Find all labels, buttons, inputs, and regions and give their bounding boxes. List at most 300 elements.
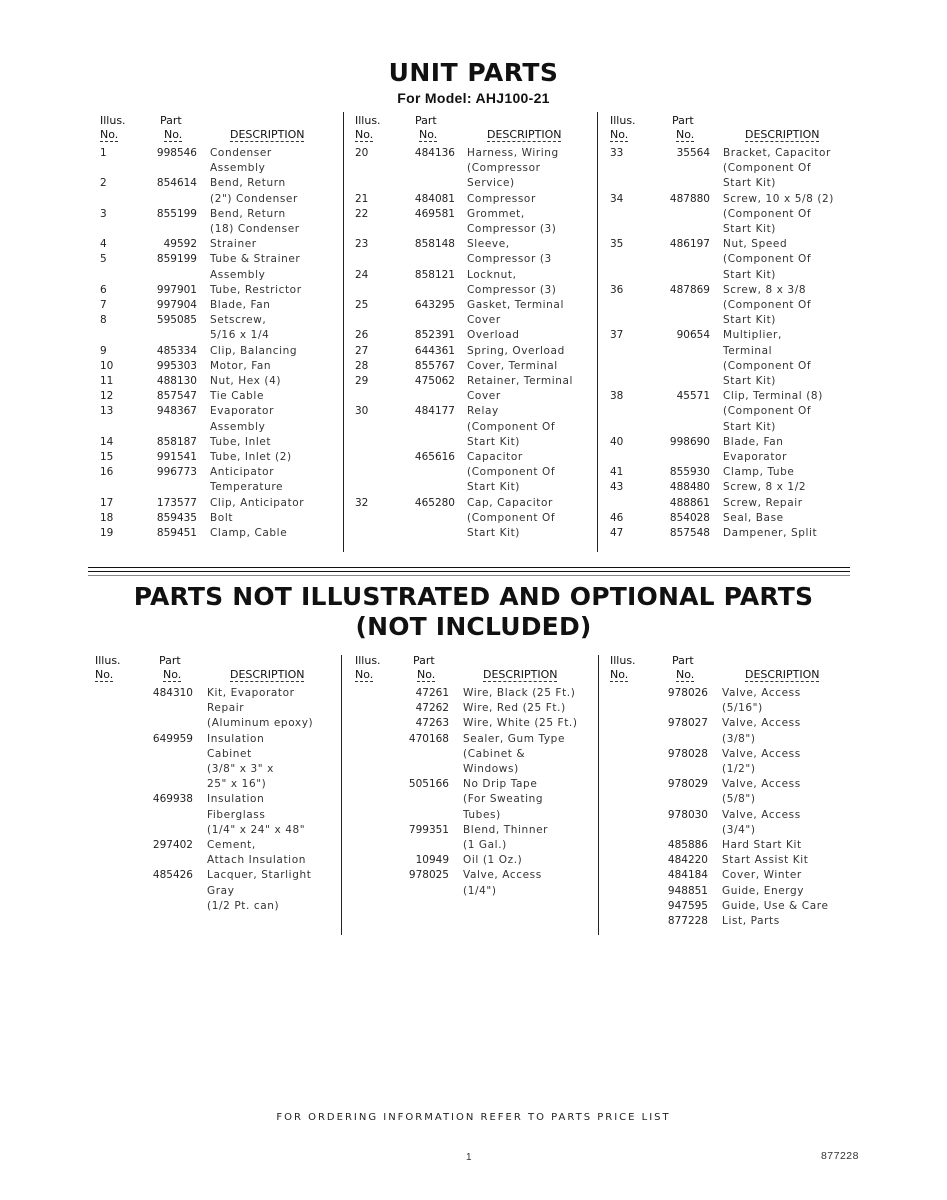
unit_parts.col2-row <box>355 207 585 237</box>
description-line: (Component Of <box>723 405 812 418</box>
unit_parts.col3-row <box>610 480 845 495</box>
part-description <box>210 404 325 434</box>
illus-number: 14 <box>100 435 114 448</box>
description-line: Setscrew, <box>210 314 267 327</box>
part-number: 854028 <box>669 511 710 524</box>
part-number: 595085 <box>156 314 197 327</box>
illus-number: 17 <box>100 496 114 509</box>
description-line: Clip, Terminal (8) <box>723 390 823 403</box>
unit_parts.col2-row <box>355 298 585 328</box>
description-line: (1/4" x 24" x 48" <box>207 823 306 836</box>
description-line: Assembly <box>210 162 266 175</box>
part-number: 855767 <box>414 359 455 372</box>
unit_parts.col3-row <box>610 237 845 283</box>
description-line: (Aluminum epoxy) <box>207 717 314 730</box>
description-line: Service) <box>467 177 515 190</box>
part-description <box>210 496 325 511</box>
description-line: Cement, <box>207 839 256 852</box>
part-number: 486197 <box>669 238 710 251</box>
part-number: 978029 <box>667 778 708 791</box>
unit_parts.col3-row <box>610 526 845 541</box>
column-header <box>610 654 850 686</box>
part-description <box>723 283 845 329</box>
column-divider <box>598 655 599 935</box>
illus-number: 5 <box>100 253 107 266</box>
header-label: No. <box>676 668 695 681</box>
description-line: (1/4") <box>463 884 497 897</box>
description-line: Valve, Access <box>722 717 801 730</box>
part-number: 978030 <box>667 808 708 821</box>
page-title: UNIT PARTS <box>388 58 559 87</box>
unit_parts.col1-row <box>100 526 325 541</box>
description-line: Dampener, Split <box>723 527 818 540</box>
part-description <box>467 359 585 374</box>
header-label: DESCRIPTION <box>745 128 820 141</box>
illus-number: 18 <box>100 511 114 524</box>
description-line: Wire, Red (25 Ft.) <box>463 702 566 715</box>
description-line: Gray <box>207 884 235 897</box>
illus-number: 33 <box>610 147 624 159</box>
illus-number: 21 <box>355 192 369 205</box>
illus-number: 26 <box>355 329 369 342</box>
part-number: 173577 <box>156 496 197 509</box>
unit_parts.col2-row <box>355 404 585 450</box>
part-number: 465280 <box>414 496 455 509</box>
illus-number: 25 <box>355 299 369 312</box>
description-line: (Component Of <box>723 299 812 312</box>
part-description <box>723 511 845 526</box>
column-divider <box>341 655 342 935</box>
description-line: (Component Of <box>467 420 556 433</box>
section-divider <box>88 575 850 576</box>
description-line: Screw, 8 x 1/2 <box>723 481 807 494</box>
optional_parts.col1-row <box>95 686 335 732</box>
optional_parts.col1-row <box>95 732 335 793</box>
optional-parts-column-2 <box>355 654 590 899</box>
part-number: 469581 <box>414 207 455 220</box>
description-line: Temperature <box>210 481 284 494</box>
unit_parts.col1-row <box>100 435 325 450</box>
illus-number: 19 <box>100 527 114 540</box>
part-number: 991541 <box>156 451 197 464</box>
description-line: Valve, Access <box>463 869 542 882</box>
description-line: Cap, Capacitor <box>467 496 553 509</box>
part-description <box>210 283 325 298</box>
part-number: 485426 <box>152 869 193 882</box>
part-description <box>210 526 325 541</box>
header-label: DESCRIPTION <box>487 128 562 141</box>
page-number: 1 <box>466 1152 472 1163</box>
part-description <box>463 701 590 716</box>
part-description <box>210 389 325 404</box>
column-divider <box>343 112 344 552</box>
illus-number: 12 <box>100 390 114 403</box>
description-line: Start Kit) <box>723 223 777 236</box>
unit_parts.col1-row <box>100 450 325 465</box>
description-line: (5/16") <box>722 702 763 715</box>
unit-parts-column-3 <box>610 114 845 541</box>
unit_parts.col2-row <box>355 146 585 192</box>
description-line: (Component Of <box>723 359 812 372</box>
unit_parts.col1-row <box>100 389 325 404</box>
description-line: Blend, Thinner <box>463 823 549 836</box>
description-line: Capacitor <box>467 451 523 464</box>
illus-number: 16 <box>100 466 114 479</box>
unit_parts.col1-row <box>100 465 325 495</box>
part-number: 297402 <box>152 839 193 852</box>
optional_parts.col2-row <box>355 868 590 898</box>
illus-number: 22 <box>355 207 369 220</box>
description-line: Spring, Overload <box>467 344 565 357</box>
part-number: 855199 <box>156 207 197 220</box>
unit_parts.col1-row <box>100 511 325 526</box>
description-line: (2") Condenser <box>210 192 298 205</box>
optional_parts.col2-row <box>355 732 590 778</box>
part-number: 10949 <box>415 854 449 867</box>
optional_parts.col3-row <box>610 853 850 868</box>
part-number: 978026 <box>667 687 708 699</box>
part-description <box>210 450 325 465</box>
part-number: 644361 <box>414 344 455 357</box>
header-label: DESCRIPTION <box>230 128 305 141</box>
part-description <box>210 465 325 495</box>
optional_parts.col1-row <box>95 868 335 914</box>
description-line: Nut, Speed <box>723 238 788 251</box>
unit_parts.col1-row <box>100 374 325 389</box>
unit_parts.col2-row <box>355 268 585 298</box>
illus-number: 30 <box>355 405 369 418</box>
description-line: Valve, Access <box>722 747 801 760</box>
part-number: 799351 <box>408 823 449 836</box>
part-number: 947595 <box>667 899 708 912</box>
unit_parts.col3-row <box>610 283 845 329</box>
part-description <box>207 792 335 838</box>
description-line: Anticipator <box>210 466 275 479</box>
part-description <box>467 374 585 404</box>
part-number: 484136 <box>414 147 455 159</box>
description-line: Relay <box>467 405 499 418</box>
unit_parts.col3-row <box>610 465 845 480</box>
illus-number: 2 <box>100 177 107 190</box>
part-description <box>723 146 845 192</box>
description-line: Cover, Terminal <box>467 359 558 372</box>
header-label: DESCRIPTION <box>483 668 558 681</box>
part-description <box>207 838 335 868</box>
description-line: Nut, Hex (4) <box>210 375 282 388</box>
description-line: Valve, Access <box>722 808 801 821</box>
description-line: Cabinet <box>207 747 252 760</box>
unit_parts.col3-row <box>610 496 845 511</box>
description-line: Assembly <box>210 268 266 281</box>
part-number: 877228 <box>667 915 708 928</box>
unit_parts.col2-row <box>355 359 585 374</box>
description-line: Wire, White (25 Ft.) <box>463 717 578 730</box>
part-description <box>210 237 325 252</box>
section-divider <box>88 571 850 572</box>
document-number: 877228 <box>820 1150 859 1162</box>
part-description <box>722 777 850 807</box>
column-header <box>355 654 590 686</box>
section-divider <box>88 567 850 568</box>
part-description <box>463 853 590 868</box>
illus-number: 29 <box>355 375 369 388</box>
part-description <box>467 298 585 328</box>
description-line: Tube, Inlet <box>210 435 272 448</box>
part-description <box>463 823 590 853</box>
part-number: 484310 <box>152 687 193 699</box>
part-description <box>207 686 335 732</box>
description-line: Compressor (3) <box>467 283 557 296</box>
part-description <box>722 686 850 716</box>
description-line: Fiberglass <box>207 808 266 821</box>
illus-number: 10 <box>100 359 114 372</box>
part-number: 859199 <box>156 253 197 266</box>
description-line: Screw, 10 x 5/8 (2) <box>723 192 835 205</box>
description-line: 25" x 16") <box>207 778 267 791</box>
illus-number: 27 <box>355 344 369 357</box>
column-header <box>100 114 325 146</box>
description-line: Bolt <box>210 511 234 524</box>
description-line: Assembly <box>210 420 266 433</box>
optional_parts.col2-row <box>355 686 590 701</box>
part-description <box>210 176 325 206</box>
unit_parts.col1-row <box>100 359 325 374</box>
illus-number: 46 <box>610 511 624 524</box>
illus-number: 38 <box>610 390 624 403</box>
illus-number: 36 <box>610 283 624 296</box>
optional_parts.col3-row <box>610 686 850 716</box>
header-label: Illus. <box>355 654 381 667</box>
description-line: Grommet, <box>467 207 525 220</box>
unit_parts.col3-row <box>610 511 845 526</box>
description-line: Locknut, <box>467 268 517 281</box>
part-number: 484177 <box>414 405 455 418</box>
part-number: 487880 <box>669 192 710 205</box>
description-line: (1 Gal.) <box>463 839 507 852</box>
part-description <box>723 465 845 480</box>
header-label: No. <box>100 128 119 141</box>
section-title: PARTS NOT ILLUSTRATED AND OPTIONAL PARTS <box>133 582 814 611</box>
header-label: Illus. <box>95 654 121 667</box>
header-label: DESCRIPTION <box>745 668 820 681</box>
unit_parts.col1-row <box>100 404 325 434</box>
part-number: 484184 <box>667 869 708 882</box>
description-line: Valve, Access <box>722 778 801 791</box>
description-line: Tubes) <box>463 808 501 821</box>
description-line: No Drip Tape <box>463 778 538 791</box>
illus-number: 8 <box>100 314 107 327</box>
header-label: Part <box>160 114 182 127</box>
part-number: 948367 <box>156 405 197 418</box>
optional-parts-column-3 <box>610 654 850 929</box>
part-number: 475062 <box>414 375 455 388</box>
header-label: Part <box>413 654 435 667</box>
description-line: Strainer <box>210 238 257 251</box>
description-line: Valve, Access <box>722 687 801 699</box>
part-description <box>463 686 590 701</box>
header-label: No. <box>163 668 182 681</box>
part-description <box>467 328 585 343</box>
part-description <box>722 747 850 777</box>
description-line: Cover <box>467 390 501 403</box>
part-description <box>210 359 325 374</box>
column-header <box>610 114 845 146</box>
part-description <box>463 732 590 778</box>
part-description <box>210 344 325 359</box>
unit_parts.col2-row <box>355 496 585 542</box>
description-line: Compressor (3) <box>467 223 557 236</box>
description-line: Tube, Restrictor <box>210 283 302 296</box>
unit_parts.col1-row <box>100 496 325 511</box>
description-line: Clip, Anticipator <box>210 496 305 509</box>
part-number: 998546 <box>156 147 197 159</box>
part-number: 996773 <box>156 466 197 479</box>
part-description <box>723 237 845 283</box>
unit_parts.col1-row <box>100 176 325 206</box>
part-number: 505166 <box>408 778 449 791</box>
part-description <box>723 389 845 435</box>
description-line: Sleeve, <box>467 238 510 251</box>
description-line: Blade, Fan <box>723 435 784 448</box>
part-description <box>723 526 845 541</box>
part-number: 997901 <box>156 283 197 296</box>
part-description <box>722 808 850 838</box>
part-description <box>210 252 325 282</box>
description-line: Harness, Wiring <box>467 147 559 159</box>
description-line: Wire, Black (25 Ft.) <box>463 687 576 699</box>
illus-number: 34 <box>610 192 624 205</box>
unit_parts.col1-row <box>100 207 325 237</box>
part-number: 858121 <box>414 268 455 281</box>
part-description <box>467 496 585 542</box>
illus-number: 32 <box>355 496 369 509</box>
description-line: Bend, Return <box>210 207 286 220</box>
description-line: Screw, Repair <box>723 496 803 509</box>
description-line: Gasket, Terminal <box>467 299 564 312</box>
description-line: (Cabinet & <box>463 747 526 760</box>
description-line: Clamp, Tube <box>723 466 795 479</box>
part-number: 998690 <box>669 435 710 448</box>
illus-number: 6 <box>100 283 107 296</box>
column-divider <box>597 112 598 552</box>
part-description <box>467 207 585 237</box>
header-label: Part <box>415 114 437 127</box>
description-line: Start Kit) <box>467 435 521 448</box>
header-label: No. <box>676 128 695 141</box>
part-number: 995303 <box>156 359 197 372</box>
part-description <box>723 328 845 389</box>
part-description <box>722 884 850 899</box>
illus-number: 28 <box>355 359 369 372</box>
part-description <box>723 192 845 238</box>
unit_parts.col1-row <box>100 252 325 282</box>
part-number: 488130 <box>156 375 197 388</box>
part-number: 47261 <box>415 687 449 699</box>
description-line: (3/4") <box>722 823 756 836</box>
part-number: 488480 <box>669 481 710 494</box>
header-label: Illus. <box>100 114 126 127</box>
part-number: 465616 <box>414 451 455 464</box>
part-number: 49592 <box>163 238 197 251</box>
part-number: 484081 <box>414 192 455 205</box>
column-header <box>95 654 335 686</box>
part-description <box>463 777 590 823</box>
optional_parts.col3-row <box>610 868 850 883</box>
part-number: 854614 <box>156 177 197 190</box>
description-line: Insulation <box>207 732 265 745</box>
description-line: Tube, Inlet (2) <box>210 451 292 464</box>
part-description <box>463 868 590 898</box>
unit_parts.col2-row <box>355 328 585 343</box>
optional-parts-column-1 <box>95 654 335 914</box>
optional_parts.col2-row <box>355 853 590 868</box>
description-line: Seal, Base <box>723 511 784 524</box>
description-line: Oil (1 Oz.) <box>463 854 523 867</box>
illus-number: 37 <box>610 329 624 342</box>
description-line: (Component Of <box>467 511 556 524</box>
optional_parts.col3-row <box>610 808 850 838</box>
unit_parts.col2-row <box>355 344 585 359</box>
part-number: 485334 <box>156 344 197 357</box>
header-label: Part <box>672 114 694 127</box>
part-description <box>722 899 850 914</box>
illus-number: 9 <box>100 344 107 357</box>
optional_parts.col3-row <box>610 716 850 746</box>
part-number: 488861 <box>669 496 710 509</box>
description-line: (3/8" x 3" x <box>207 763 274 776</box>
illus-number: 41 <box>610 466 624 479</box>
illus-number: 47 <box>610 527 624 540</box>
description-line: (Compressor <box>467 162 541 175</box>
unit_parts.col1-row <box>100 344 325 359</box>
description-line: (18) Condenser <box>210 223 300 236</box>
part-number: 484220 <box>667 854 708 867</box>
description-line: Guide, Energy <box>722 884 805 897</box>
part-number: 978028 <box>667 747 708 760</box>
header-label: No. <box>95 668 114 681</box>
optional_parts.col2-row <box>355 823 590 853</box>
optional_parts.col3-row <box>610 777 850 807</box>
ordering-note: FOR ORDERING INFORMATION REFER TO PARTS PRICE LIST <box>276 1112 671 1123</box>
description-line: Clamp, Cable <box>210 527 288 540</box>
part-description <box>722 853 850 868</box>
part-number: 47263 <box>415 717 449 730</box>
part-number: 649959 <box>152 732 193 745</box>
description-line: Start Kit) <box>723 375 777 388</box>
description-line: Retainer, Terminal <box>467 375 574 388</box>
illus-number: 24 <box>355 268 369 281</box>
illus-number: 3 <box>100 207 107 220</box>
part-number: 45571 <box>676 390 710 403</box>
description-line: Terminal <box>723 344 773 357</box>
part-description <box>210 511 325 526</box>
part-number: 859451 <box>156 527 197 540</box>
part-description <box>467 192 585 207</box>
description-line: Screw, 8 x 3/8 <box>723 283 807 296</box>
description-line: Compressor <box>467 192 536 205</box>
description-line: Guide, Use & Care <box>722 899 829 912</box>
description-line: (Component Of <box>723 207 812 220</box>
unit_parts.col1-row <box>100 237 325 252</box>
part-number: 948851 <box>667 884 708 897</box>
illus-number: 11 <box>100 375 114 388</box>
part-number: 90654 <box>676 329 710 342</box>
description-line: (5/8") <box>722 793 756 806</box>
part-number: 487869 <box>669 283 710 296</box>
part-description <box>722 868 850 883</box>
unit_parts.col3-row <box>610 192 845 238</box>
part-description <box>722 914 850 929</box>
